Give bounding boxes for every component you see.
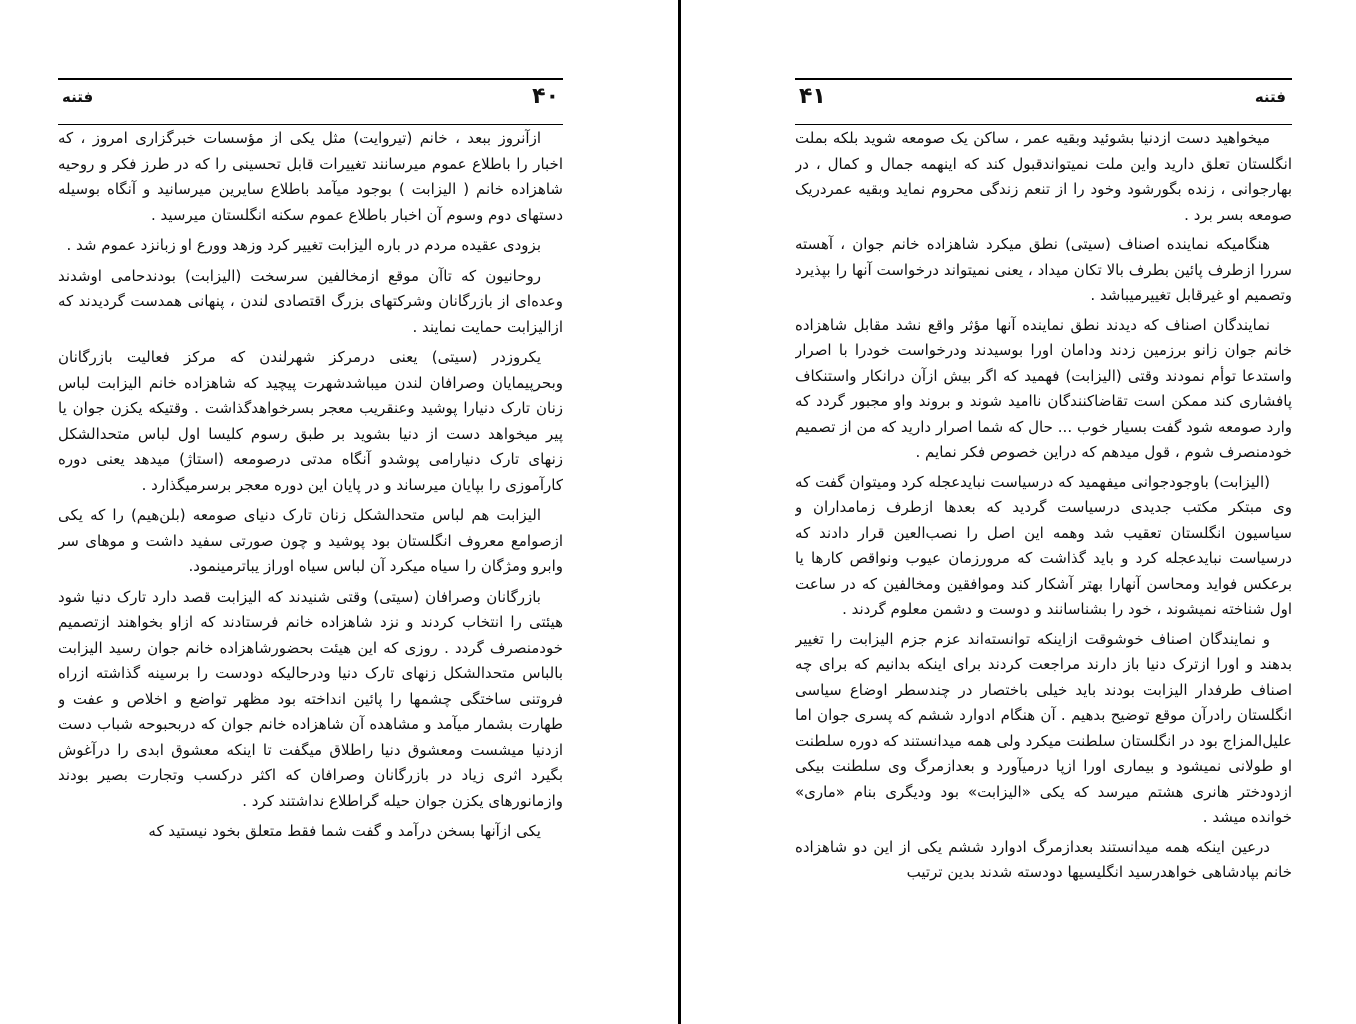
paragraph: درعین اینکه همه میدانستند بعدازمرگ ادوارد ششم یکی از این دو شاهزاده خانم بپادشاهی خواهدرسید انگلیسیها دودسته شدند بدین ترتیب xyxy=(795,837,1292,881)
paragraph: الیزابت هم لباس متحدالشکل زنان تارک دنیای صومعه (بلن‌هیم) را که یکی ازصوامع معروف انگلستان بود پوشید و چون صورتی سفید داشت و موهای سر وابرو ومژگان را سیاه میکرد آن لباس سیاه اوراز یباترمینمود. xyxy=(58,506,563,575)
page-gutter-divider xyxy=(678,0,681,1024)
left-page xyxy=(58,0,563,1024)
paragraph: روحانیون که تاآن موقع ازمخالفین سرسخت (الیزابت) بودندحامی اوشدند وعده‌ای از بازرگانان وشرکتهای بزرگ اقتصادی لندن ، پنهانی همدست گردیدند که ازالیزابت حمایت نمایند . xyxy=(58,266,563,336)
right-running-title: فتنه xyxy=(1254,88,1286,106)
paragraph: یکی ازآنها بسخن درآمد و گفت شما فقط متعلق بخود نیستید که xyxy=(148,822,541,840)
paragraph: و نمایندگان اصناف خوشوقت ازاینکه توانسته‌اند عزم جزم الیزابت را تغییر بدهند و اورا ازترک دنیا باز دارند مراجعت کردند برای اینکه بدانیم که برای چه اصناف طرفدار الیزابت بودند باید خیلی باختصار در چندسطر اوضاع سیاسی انگلستان رادرآن موقع توضیح بدهیم . آن هنگام ادوارد ششم که پسری جوان اما علیل‌المزاج بود در انگلستان سلطنت میکرد ولی همه میدانستند که دوره سلطنت او طولانی نمیشود و بیماری اورا ازپا درمیآورد و بعدازمرگ وی سلطنت بیکی ازدودختر هانری هشتم میرسد که یکی «الیزابت» بود ودیگری بنام «ماری» خوانده میشد . xyxy=(795,629,1292,826)
paragraph: ازآنروز ببعد ، خانم (تیروایت) مثل یکی از مؤسسات خبرگزاری امروز ، که اخبار را باطلاع عموم میرسانند تغییرات قابل تحسینی را که در طرز فکر و روحیه شاهزاده خانم ( الیزابت ) بوجود میآمد باطلاع سایرین میرسانید و آنگاه بوسیله دستهای دوم وسوم آن اخبار باطلاع عموم سکنه انگلستان میرسید . xyxy=(58,129,563,224)
right-page xyxy=(795,0,1292,1024)
left-page-number: ۴۰ xyxy=(532,84,559,109)
left-body-text xyxy=(58,126,563,850)
paragraph: یکروزدر (سیتی) یعنی درمرکز شهرلندن که مرکز فعالیت بازرگانان وبحرپیمایان وصرافان لندن میباشدشهرت پیچید که شاهزاده خانم الیزابت لباس زنان تارک دنیارا پوشید وعنقریب معجر بسرخواهدگذاشت . وقتیکه یکزن جوان یا پیر میخواهد دست از دنیا بشوید بر طبق رسوم کلیسا اول لباس متحدالشکل زنهای تارک دنیارامی پوشدو آنگاه مدتی درصومعه (استاژ) میدهد یعنی دوره کارآموزی را بپایان میرساند و در پایان این دوره معجر برسرمیگذارد . xyxy=(58,348,563,494)
left-page-header xyxy=(58,78,563,125)
paragraph: هنگامیکه نماینده اصناف (سیتی) نطق میکرد شاهزاده خانم جوان ، آهسته سررا ازطرف پائین بطرف بالا تکان میداد ، یعنی نمیتواند درخواست آنها را بپذیرد وتصمیم او غیرقابل تغییرمیباشد . xyxy=(795,235,1292,304)
paragraph: (الیزابت) باوجودجوانی میفهمید که درسیاست نبایدعجله کرد ومیتوان گفت که وی مبتکر مکتب جدیدی درسیاست گردید که بعدها ازطرف زمامداران و سیاسیون انگلستان تعقیب شد وهمه این اصل را نصب‌العین قرار دادند که درسیاست نبایدعجله کرد و باید گذاشت که مرورزمان عیوب ونواقص کارها یا برعکس فواید ومحاسن آنهارا بهتر آشکار کند وموافقین ومخالفین که در ساعت اول شناخته نمیشوند ، خود را بشناسانند و دوست و دشمن معلوم گردند . xyxy=(795,472,1292,618)
paragraph: میخواهید دست ازدنیا بشوئید وبقیه عمر ، ساکن یک صومعه شوید بلکه بملت انگلستان تعلق دارید واین ملت نمیتواندقبول کند که اینهمه جمال و کمال ، در بهارجوانی ، زنده بگورشود وخود را از تنعم زندگی محروم نماید وبقیه عمردریک صومعه بسر برد . xyxy=(795,129,1292,224)
right-page-number: ۴۱ xyxy=(799,84,826,109)
right-body-text xyxy=(795,126,1292,890)
right-page-header xyxy=(795,78,1292,125)
paragraph: نمایندگان اصناف که دیدند نطق نماینده آنها مؤثر واقع نشد مقابل شاهزاده خانم جوان زانو برزمین زدند ودامان اورا بوسیدند ودرخواست خودرا با اصرار واستدعا توأم نمودند وقتی (الیزابت) فهمید که اگر بیش ازآن درانکار واستنکاف پافشاری کند ممکن است تقاضاکنندگان ناامید شوند و بروند واو مجبور گردد که وارد صومعه شود گفت بسیار خوب ... حال که شما اصرار دارید که من از تصمیم خودمنصرف شوم ، قول میدهم که دراین خصوص فکر نمایم . xyxy=(795,315,1292,461)
paragraph: بازرگانان وصرافان (سیتی) وقتی شنیدند که الیزابت قصد دارد تارک دنیا شود هیئتی را انتخاب کردند و نزد شاهزاده خانم فرستادند که ازاو بخواهند ازتصمیم خودمنصرف گردد . روزی که این هیئت بحضورشاهزاده خانم جوان رسید الیزابت بالباس متحدالشکل زنهای تارک دنیا ودرحالیکه دودست را برسینه گذاشته ازراه فروتنی ساختگی چشمها را پائین انداخته بود مظهر تواضع و اخلاص و عفت و طهارت بشمار میآمد و مشاهده آن شاهزاده خانم جوان که دربحبوحه شباب دست ازدنیا میشست ومعشوق دنیا راطلاق میگفت تا اینکه معشوق ابدی را درآغوش بگیرد اثری زیاد در بازرگانان وصرافان که اکثر درکسب وتجارت بصیر بودند وازمانورهای یکزن جوان حیله گراطلاع نداشتند کرد . xyxy=(58,587,563,810)
paragraph: بزودی عقیده مردم در باره الیزابت تغییر کرد وزهد وورع او زبانزد عموم شد . xyxy=(66,236,541,254)
left-running-title: فتنه xyxy=(62,88,94,106)
